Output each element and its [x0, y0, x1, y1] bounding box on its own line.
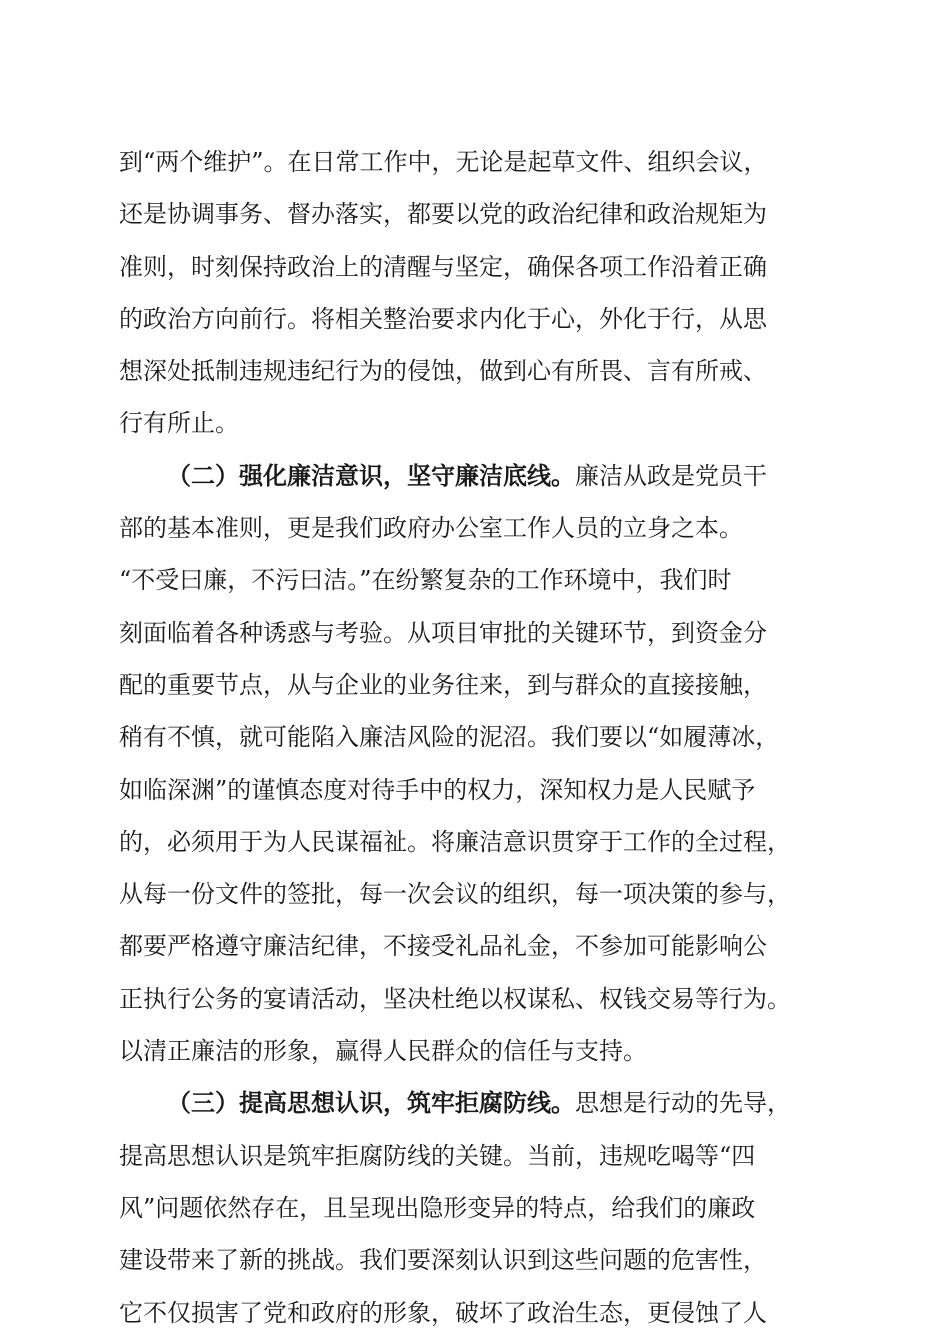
text-line: 如临深渊”的谨慎态度对待手中的权力，深知权力是人民赋予: [119, 775, 756, 804]
text-line: 想深处抵制违规违纪行为的侵蚀，做到心有所畏、言有所戒、: [119, 357, 767, 386]
text-line: 都要严格遵守廉洁纪律，不接受礼品礼金，不参加可能影响公: [119, 932, 767, 961]
text-line: 刻面临着各种诱惑与考验。从项目审批的关键环节，到资金分: [119, 618, 767, 647]
text-line: 以清正廉洁的形象，赢得人民群众的信任与支持。: [119, 1037, 647, 1066]
document-body: [119, 136, 841, 1339]
text-line: 的，必须用于为人民谋福祉。将廉洁意识贯穿于工作的全过程，: [119, 827, 791, 856]
section-2-heading: （二）强化廉洁意识，坚守廉洁底线。: [167, 460, 575, 490]
section-3-first-text: 思想是行动的先导，: [575, 1089, 791, 1118]
text-line: 风”问题依然存在，且呈现出隐形变异的特点，给我们的廉政: [119, 1193, 756, 1222]
text-line: 正执行公务的宴请活动，坚决杜绝以权谋私、权钱交易等行为。: [119, 984, 791, 1013]
text-line: 从每一份文件的签批，每一次会议的组织，每一项决策的参与，: [119, 880, 791, 909]
text-line: 还是协调事务、督办落实，都要以党的政治纪律和政治规矩为: [119, 200, 767, 229]
section-3-heading: （三）提高思想认识，筑牢拒腐防线。: [167, 1088, 575, 1118]
section-2-first-text: 廉洁从政是党员干: [575, 461, 767, 490]
text-line: “不受曰廉，不污曰洁。”在纷繁复杂的工作环境中，我们时: [119, 566, 732, 595]
text-line: 部的基本准则，更是我们政府办公室工作人员的立身之本。: [119, 514, 743, 543]
section-3-first-line: [119, 1077, 841, 1129]
text-line: 行有所止。: [119, 409, 239, 438]
text-line: 配的重要节点，从与企业的业务往来，到与群众的直接接触，: [119, 670, 767, 699]
text-line: 准则，时刻保持政治上的清醒与坚定，确保各项工作沿着正确: [119, 252, 767, 281]
text-line: 稍有不慎，就可能陷入廉洁风险的泥沼。我们要以“如履薄冰，: [119, 723, 780, 752]
text-line: 的政治方向前行。将相关整治要求内化于心，外化于行，从思: [119, 304, 767, 333]
text-line: 提高思想认识是筑牢拒腐防线的关键。当前，违规吃喝等“四: [119, 1141, 756, 1170]
section-2-first-line: [119, 450, 841, 502]
text-line: 建设带来了新的挑战。我们要深刻认识到这些问题的危害性，: [119, 1246, 767, 1275]
text-line: 它不仅损害了党和政府的形象，破坏了政治生态，更侵蚀了人: [119, 1298, 767, 1327]
text-line: 到“两个维护”。在日常工作中，无论是起草文件、组织会议，: [119, 148, 768, 176]
